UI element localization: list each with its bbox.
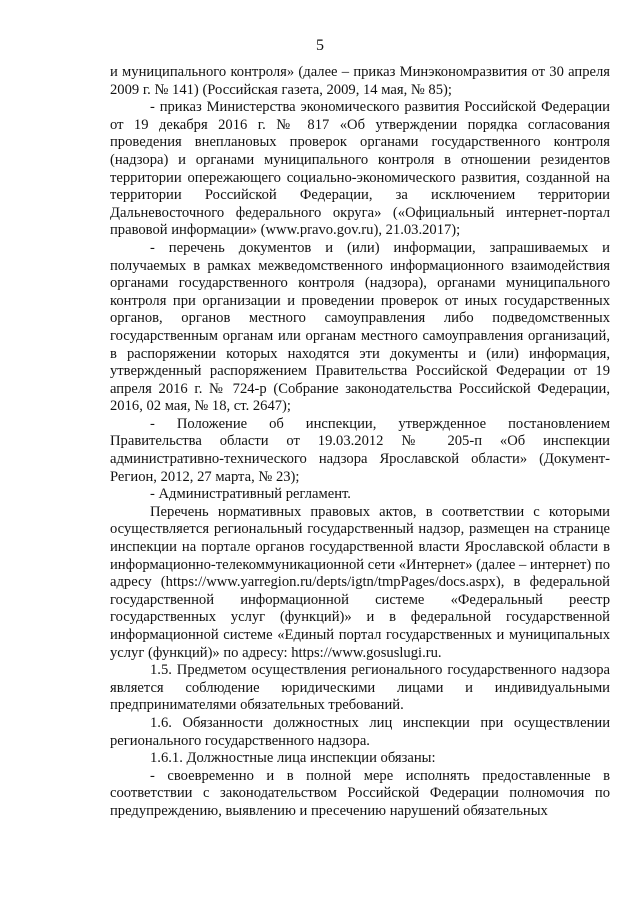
paragraph-duty-timely-execution: - своевременно и в полной мере исполнять предоставленные в соответствии с законодательством Российской Федерации полномочия по предупреждению, выявлению и пресечению нарушений обязательных	[110, 767, 610, 819]
document-body	[110, 64, 610, 821]
paragraph-legal-acts-list: Перечень нормативных правовых актов, в соответствии с которыми осуществляется региональный государственный надзор, размещен на странице инспекции на портале органов государственной власти Ярославской области в информационно-телекоммуникационной сети «Интернет» (далее – интернет) по адресу (https://www.yarregion.ru/depts/igtn/tmpPages/docs.aspx), в федеральной государственной информационной системе «Федеральный реестр государственных услуг (функций)» и в федеральной государственной информационной системе «Единый портал государственных и муниципальных услуг (функций)» по адресу: https://www.gosuslugi.ru.	[110, 503, 610, 661]
paragraph-section-1-6-1: 1.6.1. Должностные лица инспекции обязаны:	[150, 750, 436, 767]
paragraph-administrative-regulation: - Административный регламент.	[150, 486, 351, 503]
paragraph-inspection-regulation: - Положение об инспекции, утвержденное постановлением Правительства области от 19.03.2012 № 205-п «Об инспекции административно-технического надзора Ярославской области» (Документ-Регион, 2012, 27 марта, № 23);	[110, 415, 610, 485]
paragraph-section-1-6: 1.6. Обязанности должностных лиц инспекции при осуществлении регионального государственного надзора.	[110, 714, 610, 749]
paragraph-order-817: - приказ Министерства экономического развития Российской Федерации от 19 декабря 2016 г. № 817 «Об утверждении порядка согласования проведения внеплановых проверок органами государственного контроля (надзора) и органами муниципального контроля в отношении резидентов территории опережающего социально-экономического развития, созданной на территории Российской Федерации, за исключением территории Дальневосточного федерального округа» («Официальный интернет-портал правовой информации» (www.pravo.gov.ru), 21.03.2017);	[110, 99, 610, 239]
paragraph-decree-141-continuation: и муниципального контроля» (далее – приказ Минэкономразвития от 30 апреля 2009 г. № 141) (Российская газета, 2009, 14 мая, № 85);	[110, 64, 610, 98]
paragraph-document-list-724r: - перечень документов и (или) информации, запрашиваемых и получаемых в рамках межведомственного информационного взаимодействия органами государственного контроля (надзора), органами муниципального контроля при организации и проведении проверок от иных государственных органов, органов местного самоуправления либо подведомственных государственным органам или органам местного самоуправления организаций, в распоряжении которых находятся эти документы и (или) информация, утвержденный распоряжением Правительства Российской Федерации от 19 апреля 2016 г. № 724-р (Собрание законодательства Российской Федерации, 2016, 02 мая, № 18, ст. 2647);	[110, 239, 610, 415]
page-number: 5	[316, 37, 324, 54]
paragraph-section-1-5: 1.5. Предметом осуществления регионального государственного надзора является соблюдение юридическими лицами и индивидуальными предпринимателями обязательных требований.	[110, 662, 610, 714]
